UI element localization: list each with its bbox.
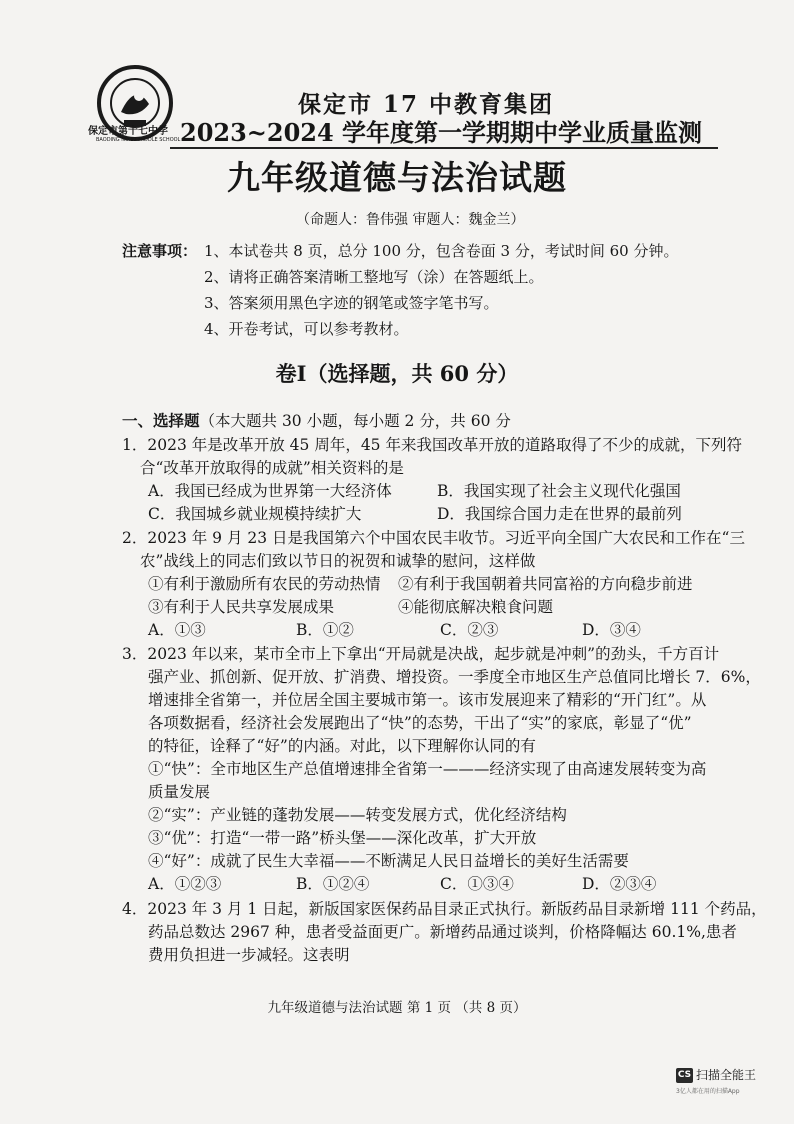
q3-option-b: B．①②④ <box>296 875 370 893</box>
q2-option-a: A．①③ <box>148 621 206 639</box>
question-2-stem: 2．2023 年 9 月 23 日是我国第六个中国农民丰收节。习近平向全国广大农民和工作在“三 <box>122 529 745 547</box>
q3-option-c: C．①③④ <box>440 875 514 893</box>
section-title: 卷I（选择题，共 60 分） <box>275 361 519 386</box>
question-3-stem: 各项数据看，经济社会发展跑出了“快”的态势，干出了“实”的家底，彰显了“优” <box>148 714 692 732</box>
q2-statement: ③有利于人民共享发展成果 <box>148 598 335 616</box>
note-item: 4、开卷考试，可以参考教材。 <box>204 320 409 338</box>
q2-statement: ④能彻底解决粮食问题 <box>398 598 554 616</box>
question-3-stem: 的特征，诠释了“好”的内涵。对此，以下理解你认同的有 <box>148 737 536 755</box>
q1-option-a: A．我国已经成为世界第一大经济体 <box>148 482 392 500</box>
question-1-stem: 合“改革开放取得的成就”相关资料的是 <box>140 459 404 477</box>
header-divider <box>170 147 718 149</box>
q2-option-d: D．③④ <box>582 621 641 639</box>
group-title: 保定市 17 中教育集团 <box>298 91 555 118</box>
part-heading <box>122 410 511 432</box>
q2-option-c: C．②③ <box>440 621 499 639</box>
page-title: 九年级道德与法治试题 <box>227 158 567 197</box>
question-3-stem: 3．2023 年以来，某市全市上下拿出“开局就是决战，起步就是冲刺”的劲头，千方百计 <box>122 645 720 663</box>
question-3-statement: ③“优”：打造“一带一路”桥头堡——深化改革，扩大开放 <box>148 829 537 847</box>
question-3-statement: ④“好”：成就了民生大幸福——不断满足人民日益增长的美好生活需要 <box>148 852 629 870</box>
authors-line: （命题人：鲁伟强 审题人：魏金兰） <box>296 212 525 228</box>
exam-name: 2023~2024 学年度第一学期期中学业质量监测 <box>180 118 703 147</box>
question-3-stem: 强产业、抓创新、促开放、扩消费、增投资。一季度全市地区生产总值同比增长 7．6%， <box>148 668 761 686</box>
question-4-stem: 费用负担进一步减轻。这表明 <box>148 946 350 964</box>
school-name-cn: 保定市第十七中学 <box>88 126 168 137</box>
note-item: 3、答案须用黑色字迹的钢笔或签字笔书写。 <box>204 294 499 312</box>
q1-option-d: D．我国综合国力走在世界的最前列 <box>437 505 682 523</box>
question-3-statement: 质量发展 <box>148 783 211 801</box>
question-2-stem: 农”战线上的同志们致以节日的祝贺和诚挚的慰问，这样做 <box>140 552 536 570</box>
part-desc: （本大题共 30 小题，每小题 2 分，共 60 分 <box>199 412 511 430</box>
q3-option-a: A．①②③ <box>148 875 222 893</box>
question-4-stem: 4．2023 年 3 月 1 日起，新版国家医保药品目录正式执行。新版药品目录新增 111 个药品， <box>122 900 767 918</box>
q2-statement: ①有利于激励所有农民的劳动热情 <box>148 575 381 593</box>
question-3-stem: 增速排全省第一，并位居全国主要城市第一。该市发展迎来了精彩的“开门红”。从 <box>148 691 707 709</box>
q1-option-b: B．我国实现了社会主义现代化强国 <box>437 482 681 500</box>
q3-option-d: D．②③④ <box>582 875 657 893</box>
question-3-statement: ①“快”：全市地区生产总值增速排全省第一———经济实现了由高速发展转变为高 <box>148 760 707 778</box>
q2-statement: ②有利于我国朝着共同富裕的方向稳步前进 <box>398 575 693 593</box>
scanner-tagline: 3亿人都在用的扫描App <box>676 1088 740 1095</box>
q2-option-b: B．①② <box>296 621 354 639</box>
question-1-stem: 1．2023 年是改革开放 45 周年，45 年来我国改革开放的道路取得了不少的成就，下列符 <box>122 436 742 454</box>
part-title: 一、选择题 <box>122 411 200 430</box>
page-footer: 九年级道德与法治试题 第 1 页 （共 8 页） <box>267 1000 527 1016</box>
notes-heading: 注意事项： <box>122 242 198 260</box>
note-item: 1、本试卷共 8 页，总分 100 分，包含卷面 3 分，考试时间 60 分钟。 <box>204 242 679 260</box>
q1-option-c: C．我国城乡就业规模持续扩大 <box>148 505 362 523</box>
note-item: 2、请将正确答案清晰工整地写（涂）在答题纸上。 <box>204 268 544 286</box>
question-3-statement: ②“实”：产业链的蓬勃发展——转变发展方式，优化经济结构 <box>148 806 567 824</box>
school-name-en: BAODING NO.17 MIDDLE SCHOOL <box>96 137 181 143</box>
scanner-name: 扫描全能王 <box>696 1068 757 1082</box>
scanner-logo-icon: CS <box>676 1068 693 1083</box>
question-4-stem: 药品总数达 2967 种，患者受益面更广。新增药品通过谈判，价格降幅达 60.1%,患者 <box>148 923 737 941</box>
